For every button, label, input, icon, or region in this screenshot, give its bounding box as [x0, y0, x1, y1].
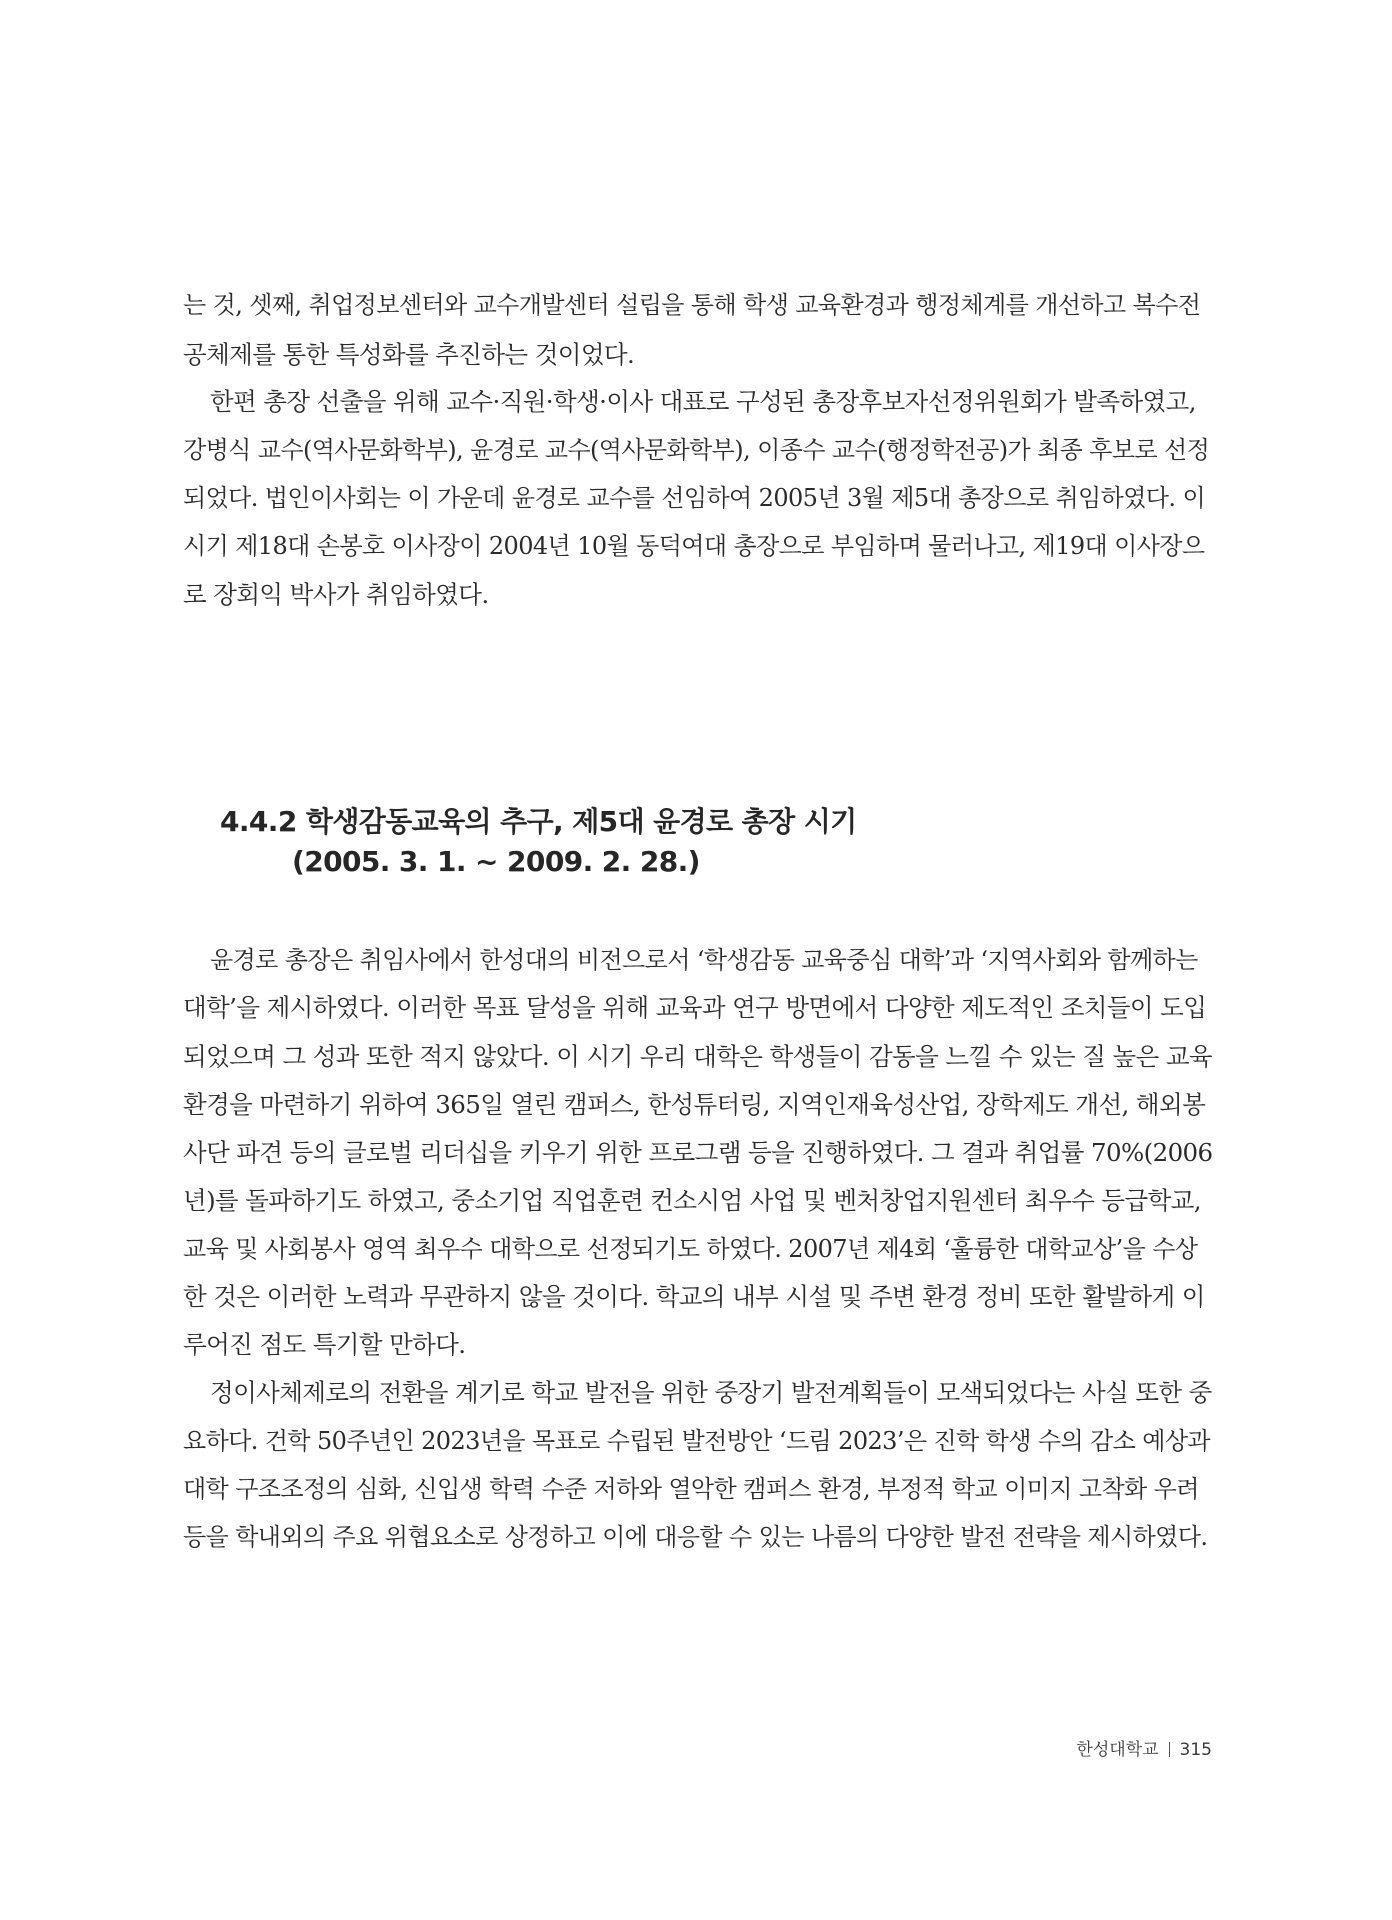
paragraph-3-line-2: 대학’을 제시하였다. 이러한 목표 달성을 위해 교육과 연구 방면에서 다양한 제도적인 조치들이 도입 — [183, 993, 1207, 1022]
section-heading-title: 4.4.2 학생감동교육의 추구, 제5대 윤경로 총장 시기 — [220, 805, 857, 838]
paragraph-3-line-4: 환경을 마련하기 위하여 365일 열린 캠퍼스, 한성튜터링, 지역인재육성산업, 장학제도 개선, 해외봉 — [183, 1090, 1206, 1119]
paragraph-3-line-3: 되었으며 그 성과 또한 적지 않았다. 이 시기 우리 대학은 학생들이 감동을 느낄 수 있는 질 높은 교육 — [183, 1042, 1212, 1071]
paragraph-3-line-1: 윤경로 총장은 취임사에서 한성대의 비전으로서 ‘학생감동 교육중심 대학’과 ‘지역사회와 함께하는 — [210, 946, 1198, 974]
paragraph-2-line-3: 되었다. 법인이사회는 이 가운데 윤경로 교수를 선임하여 2005년 3월 제5대 총장으로 취임하였다. 이 — [183, 484, 1206, 512]
paragraph-2-line-2: 강병식 교수(역사문화학부), 윤경로 교수(역사문화학부), 이종수 교수(행정학전공)가 최종 후보로 선정 — [183, 436, 1210, 464]
paragraph-3-line-9: 루어진 점도 특기할 만하다. — [183, 1330, 466, 1359]
section-heading-period: (2005. 3. 1. ~ 2009. 2. 28.) — [292, 845, 700, 878]
page-footer — [1076, 1738, 1212, 1762]
paragraph-2-line-5: 로 장회익 박사가 취임하였다. — [183, 580, 489, 609]
paragraph-3-line-6: 년)를 돌파하기도 하였고, 중소기업 직업훈련 컨소시엄 사업 및 벤처창업지원센터 최우수 등급학교, — [183, 1186, 1201, 1215]
page-number: 315 — [1179, 1740, 1212, 1760]
paragraph-3-line-5: 사단 파견 등의 글로벌 리더십을 키우기 위한 프로그램 등을 진행하였다. 그 결과 취업률 70%(2006 — [183, 1138, 1213, 1167]
footer-university-name: 한성대학교 — [1076, 1740, 1159, 1760]
footer-divider — [1169, 1742, 1170, 1757]
paragraph-3-line-7: 교육 및 사회봉사 영역 최우수 대학으로 선정되기도 하였다. 2007년 제4회 ‘훌륭한 대학교상’을 수상 — [183, 1235, 1198, 1263]
paragraph-1-line-2: 공체제를 통한 특성화를 추진하는 것이었다. — [183, 340, 635, 369]
paragraph-1-line-1: 는 것, 셋째, 취업정보센터와 교수개발센터 설립을 통해 학생 교육환경과 행정체계를 개선하고 복수전 — [183, 291, 1201, 319]
paragraph-4-line-4: 등을 학내외의 주요 위협요소로 상정하고 이에 대응할 수 있는 나름의 다양한 발전 전략을 제시하였다. — [183, 1523, 1208, 1551]
paragraph-3-line-8: 한 것은 이러한 노력과 무관하지 않을 것이다. 학교의 내부 시설 및 주변 환경 정비 또한 활발하게 이 — [183, 1282, 1205, 1311]
paragraph-2-line-4: 시기 제18대 손봉호 이사장이 2004년 10월 동덕여대 총장으로 부임하며 물러나고, 제19대 이사장으 — [183, 532, 1205, 560]
paragraph-2-line-1: 한편 총장 선출을 위해 교수·직원·학생·이사 대표로 구성된 총장후보자선정위원회가 발족하였고, — [210, 387, 1196, 416]
paragraph-4-line-1: 정이사체제로의 전환을 계기로 학교 발전을 위한 중장기 발전계획들이 모색되었다는 사실 또한 중 — [210, 1378, 1212, 1407]
paragraph-4-line-3: 대학 구조조정의 심화, 신입생 학력 수준 저하와 열악한 캠퍼스 환경, 부정적 학교 이미지 고착화 우려 — [183, 1475, 1199, 1503]
paragraph-4-line-2: 요하다. 건학 50주년인 2023년을 목표로 수립된 발전방안 ‘드림 2023’은 진학 학생 수의 감소 예상과 — [183, 1427, 1211, 1455]
